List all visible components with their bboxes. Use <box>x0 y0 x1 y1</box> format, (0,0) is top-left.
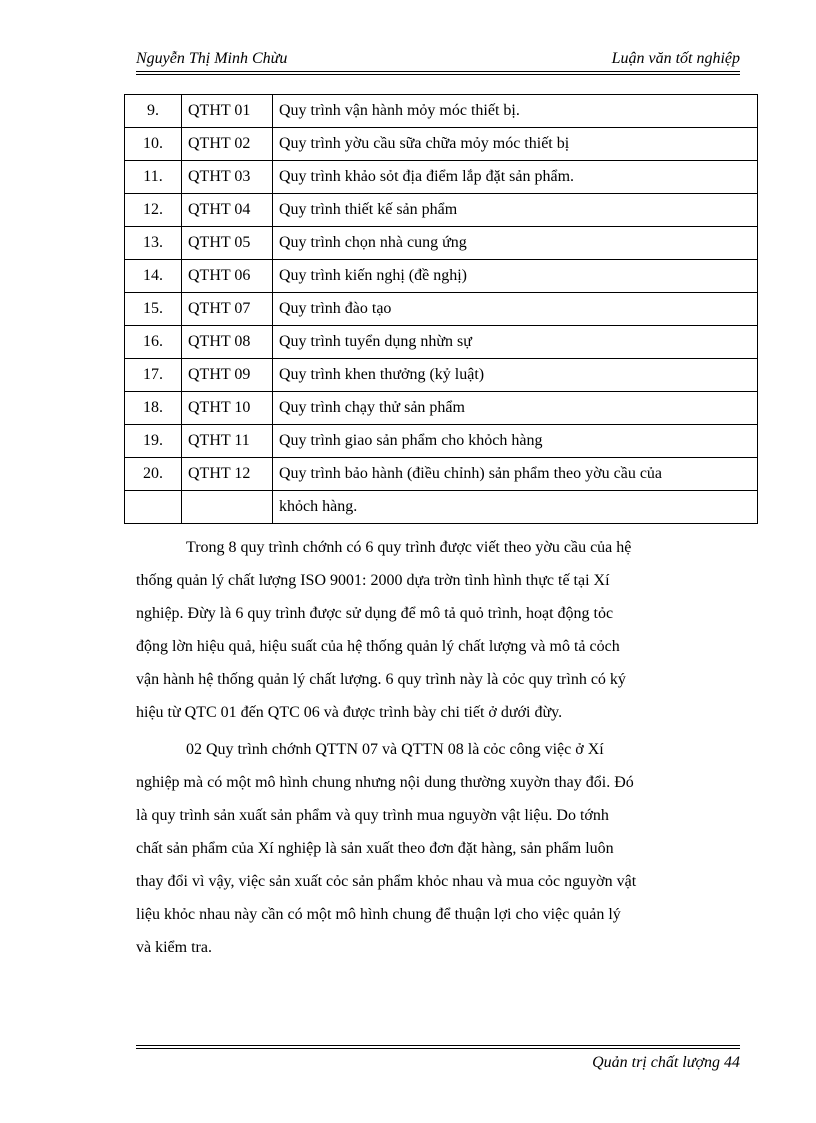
process-code: QTHT 04 <box>182 194 273 227</box>
row-number: 13. <box>125 227 182 260</box>
process-name: khỏch hàng. <box>273 491 758 524</box>
process-table <box>124 94 758 524</box>
row-number: 12. <box>125 194 182 227</box>
header-rule <box>136 71 740 72</box>
footer-rule <box>136 1045 740 1046</box>
row-number: 10. <box>125 128 182 161</box>
table-row <box>125 392 758 425</box>
process-code <box>182 491 273 524</box>
row-number: 20. <box>125 458 182 491</box>
footer-text: Quản trị chất lượng 44 <box>592 1054 740 1071</box>
text-line: là quy trình sản xuất sản phẩm và quy trình mua nguyờn vật liệu. Do tớnh <box>136 807 609 824</box>
process-name: Quy trình thiết kế sản phẩm <box>273 194 758 227</box>
process-code: QTHT 11 <box>182 425 273 458</box>
process-code: QTHT 03 <box>182 161 273 194</box>
table-row <box>125 194 758 227</box>
process-code: QTHT 07 <box>182 293 273 326</box>
table-row <box>125 425 758 458</box>
table-row <box>125 95 758 128</box>
text-line: liệu khỏc nhau này cần có một mô hình chung để thuận lợi cho việc quản lý <box>136 906 621 923</box>
header-author: Nguyễn Thị Minh Chừu <box>136 50 288 67</box>
table-row <box>125 128 758 161</box>
process-name: Quy trình giao sản phẩm cho khỏch hàng <box>273 425 758 458</box>
row-number: 15. <box>125 293 182 326</box>
process-code: QTHT 12 <box>182 458 273 491</box>
process-code: QTHT 08 <box>182 326 273 359</box>
process-name: Quy trình vận hành mỏy móc thiết bị. <box>273 95 758 128</box>
row-number: 11. <box>125 161 182 194</box>
text-line: thống quản lý chất lượng ISO 9001: 2000 dựa trờn tình hình thực tế tại Xí <box>136 572 610 589</box>
text-line: 02 Quy trình chớnh QTTN 07 và QTTN 08 là cỏc công việc ở Xí <box>186 741 604 758</box>
paragraph-2 <box>136 733 740 964</box>
row-number: 17. <box>125 359 182 392</box>
text-line: nghiệp. Đừy là 6 quy trình được sử dụng để mô tả quỏ trình, hoạt động tỏc <box>136 605 614 622</box>
text-line: chất sản phẩm của Xí nghiệp là sản xuất theo đơn đặt hàng, sản phẩm luôn <box>136 840 614 857</box>
process-code: QTHT 10 <box>182 392 273 425</box>
paragraph-1 <box>136 531 740 729</box>
text-line: vận hành hệ thống quản lý chất lượng. 6 quy trình này là cỏc quy trình có ký <box>136 671 626 688</box>
row-number: 9. <box>125 95 182 128</box>
process-code: QTHT 01 <box>182 95 273 128</box>
text-line: hiệu từ QTC 01 đến QTC 06 và được trình bày chi tiết ở dưới đừy. <box>136 704 563 721</box>
process-name: Quy trình chọn nhà cung ứng <box>273 227 758 260</box>
process-code: QTHT 05 <box>182 227 273 260</box>
table-row <box>125 260 758 293</box>
footer-rule-double <box>136 1048 740 1049</box>
row-number: 19. <box>125 425 182 458</box>
text-line: thay đổi vì vậy, việc sản xuất cỏc sản phẩm khỏc nhau và mua cỏc nguyờn vật <box>136 873 637 890</box>
table-row <box>125 161 758 194</box>
table-row <box>125 359 758 392</box>
row-number: 18. <box>125 392 182 425</box>
process-code: QTHT 06 <box>182 260 273 293</box>
page-header <box>136 50 740 72</box>
process-name: Quy trình đào tạo <box>273 293 758 326</box>
row-number: 16. <box>125 326 182 359</box>
table-row <box>125 227 758 260</box>
process-name: Quy trình kiến nghị (đề nghị) <box>273 260 758 293</box>
process-code: QTHT 09 <box>182 359 273 392</box>
process-name: Quy trình chạy thử sản phẩm <box>273 392 758 425</box>
process-name: Quy trình yờu cầu sữa chữa mỏy móc thiết bị <box>273 128 758 161</box>
table-row <box>125 458 758 491</box>
text-line: Trong 8 quy trình chớnh có 6 quy trình được viết theo yờu cầu của hệ <box>186 539 632 556</box>
process-name: Quy trình khảo sỏt địa điểm lắp đặt sản phẩm. <box>273 161 758 194</box>
text-line: và kiểm tra. <box>136 939 212 956</box>
header-title: Luận văn tốt nghiệp <box>611 50 740 67</box>
row-number <box>125 491 182 524</box>
process-code: QTHT 02 <box>182 128 273 161</box>
table-row <box>125 293 758 326</box>
table-row <box>125 491 758 524</box>
process-name: Quy trình bảo hành (điều chỉnh) sản phẩm theo yờu cầu của <box>273 458 758 491</box>
row-number: 14. <box>125 260 182 293</box>
text-line: nghiệp mà có một mô hình chung nhưng nội dung thường xuyờn thay đổi. Đó <box>136 774 634 791</box>
text-line: động lờn hiệu quả, hiệu suất của hệ thống quản lý chất lượng và mô tả cỏch <box>136 638 620 655</box>
table-row <box>125 326 758 359</box>
header-rule-double <box>136 74 740 75</box>
process-name: Quy trình tuyển dụng nhừn sự <box>273 326 758 359</box>
process-name: Quy trình khen thưởng (kỷ luật) <box>273 359 758 392</box>
